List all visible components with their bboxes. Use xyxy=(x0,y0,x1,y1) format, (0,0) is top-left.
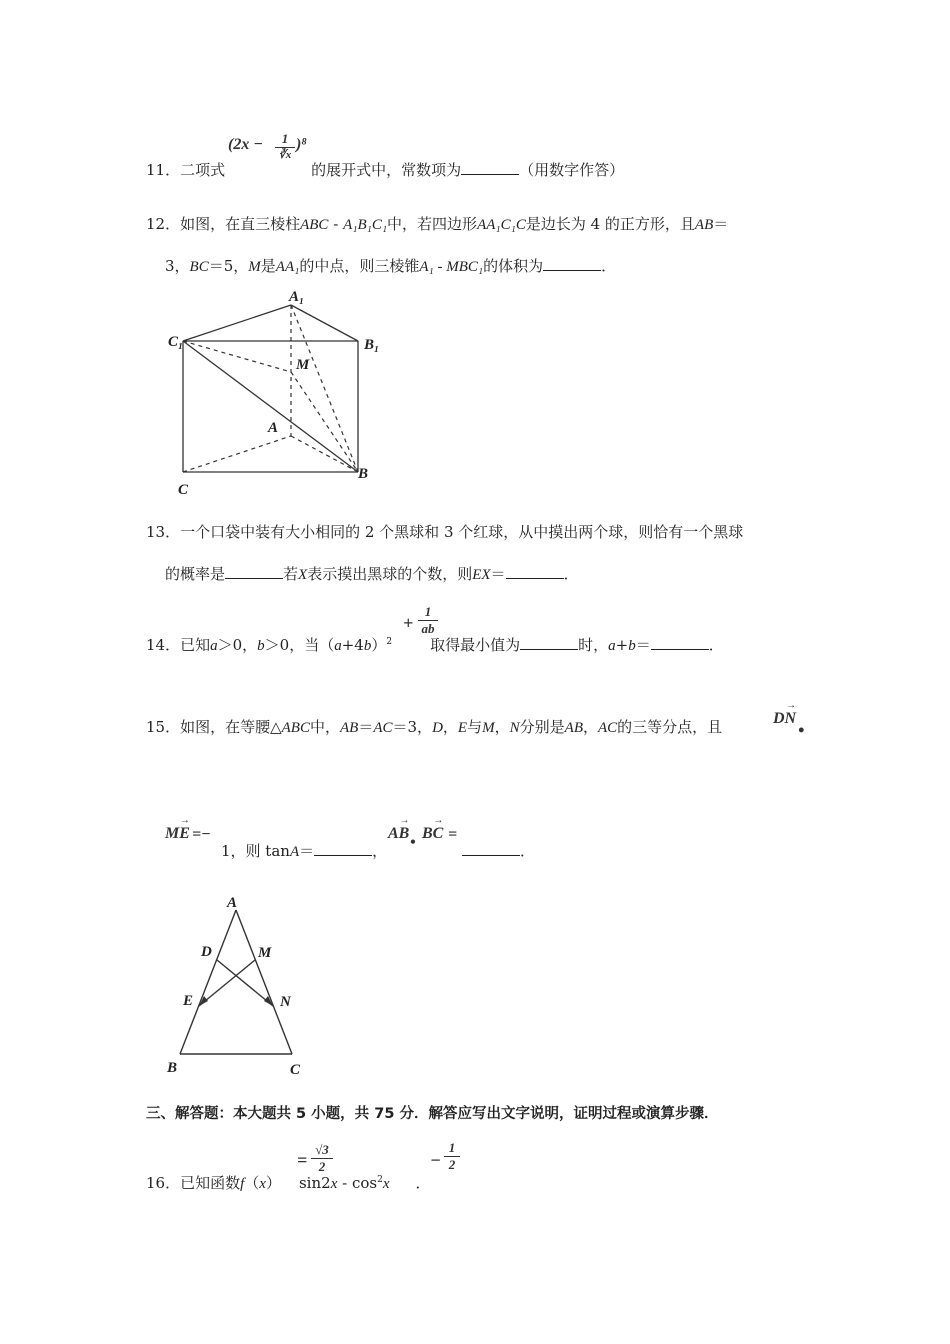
edge-a-c xyxy=(236,910,292,1054)
edge-c1-b xyxy=(183,341,358,472)
arrow-e xyxy=(199,996,208,1006)
q15-answer-blank-1[interactable] xyxy=(314,841,372,856)
q15-vector-dn: → DN xyxy=(773,700,797,727)
q15-dot-2: • xyxy=(410,834,416,851)
label-C: C xyxy=(290,1062,301,1078)
q14-fraction: $\frac{1}{ab}$ xyxy=(418,604,438,637)
q14-text: 14．已知a＞0，b＞0，当$(a+4b)^2$ 取得最小值为 时，a+b＝ ． xyxy=(146,636,724,654)
q11-formula-fraction xyxy=(275,131,295,161)
q11-formula-exp: )⁸ xyxy=(296,136,307,153)
q16-fraction-2: $\frac{1}{2}$ xyxy=(444,1140,460,1173)
q15-dot-1: • xyxy=(798,720,805,740)
arrow-n xyxy=(264,996,273,1006)
q15-answer-blank-2[interactable] xyxy=(462,841,520,856)
label-B1: B₁ xyxy=(364,337,380,353)
label-C1: C₁ xyxy=(168,334,184,350)
edge-m-b xyxy=(291,372,358,472)
q13-line1: 13．一个口袋中装有大小相同的 2 个黑球和 3 个红球，从中摸出两个球，则恰有一个黑球 xyxy=(146,523,744,541)
q11-text: 11．二项式 的展开式中，常数项为 （用数字作答） xyxy=(146,161,625,179)
q13-line2: 的概率是 若X表示摸出黑球的个数，则EX＝ ． xyxy=(165,565,579,583)
q12-line1: 12．如图，在直三棱柱ABC - A₁B₁C₁中，若四边形AA₁C₁C是边长为 4 的正方形，且AB＝ xyxy=(146,215,729,233)
edge-c1-a1 xyxy=(183,305,291,341)
label-E: E xyxy=(183,993,194,1009)
q15-eq: = xyxy=(448,826,458,843)
q15-vector-ab: → AB xyxy=(388,815,410,842)
q13-answer-blank-2[interactable] xyxy=(506,564,564,579)
q16-eq: = xyxy=(297,1150,308,1170)
label-B: B xyxy=(358,466,369,482)
q15-line2: 1，则 tanA＝ ， xyxy=(221,842,388,860)
label-N: N xyxy=(280,994,291,1010)
q14-plus: + xyxy=(403,613,414,633)
label-A1: A₁ xyxy=(289,289,305,305)
q12-line2: 3，BC＝5，M是AA₁的中点，则三棱锥A₁ - MBC₁的体积为 ． xyxy=(165,257,617,275)
q13-answer-blank-1[interactable] xyxy=(225,564,283,579)
edge-c-a xyxy=(183,436,291,472)
q11-frac-den: ∛x xyxy=(275,147,295,161)
q16-text: 16．已知函数f（x） $\sin 2x - \cos^2x$ ． xyxy=(146,1174,431,1192)
label-A: A xyxy=(227,895,238,911)
q15-line2-end: ． xyxy=(462,841,535,861)
edge-a-b xyxy=(291,436,358,472)
q15-vector-bc: → BC xyxy=(422,815,444,842)
label-B: B xyxy=(167,1060,178,1076)
edge-a1-b1 xyxy=(291,305,358,341)
q15-vector-me: → ME xyxy=(165,815,190,842)
q11-frac-num: 1 xyxy=(281,131,289,146)
label-M: M xyxy=(258,945,272,961)
label-A: A xyxy=(268,420,279,436)
vector-me xyxy=(199,960,255,1006)
q16-minus: − xyxy=(430,1150,441,1170)
vector-dn xyxy=(217,960,273,1006)
edge-c1-m xyxy=(183,341,291,372)
q11-answer-blank[interactable] xyxy=(461,160,519,175)
q15-line1: 15．如图，在等腰△ABC中，AB＝AC＝3，D，E与M，N分别是AB，AC的三等分点，且 xyxy=(146,718,723,736)
section3-title: 三、解答题：本大题共 5 小题，共 75 分．解答应写出文字说明，证明过程或演算步骤． xyxy=(146,1106,719,1122)
edge-a-b xyxy=(180,910,236,1054)
edge-a1-b xyxy=(291,305,358,472)
label-M: M xyxy=(296,357,310,373)
q16-fraction-1: $\frac{√3}{2}$ xyxy=(311,1142,333,1175)
q14-answer-blank-2[interactable] xyxy=(651,635,709,650)
q14-answer-blank-1[interactable] xyxy=(520,635,578,650)
label-C: C xyxy=(178,482,189,498)
q11-formula-main: (2x − xyxy=(228,136,264,153)
label-D: D xyxy=(201,944,212,960)
q15-eq-neg: =− xyxy=(192,826,211,843)
q11-formula xyxy=(228,136,263,154)
q12-answer-blank[interactable] xyxy=(543,256,601,271)
